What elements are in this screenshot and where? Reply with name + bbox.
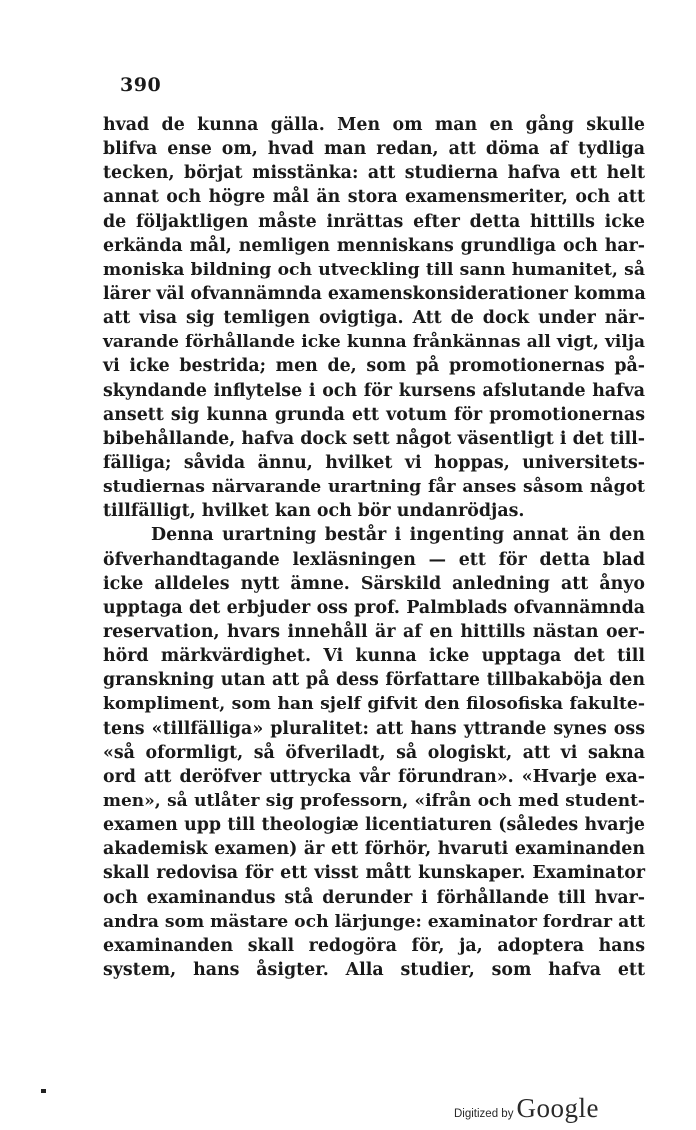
text-line: annat och högre mål än stora examensmeriter, och att bbox=[103, 187, 645, 208]
text-line: akademisk examen) är ett förhör, hvaruti examinanden bbox=[103, 839, 645, 860]
text-line: de följaktligen måste inrättas efter detta hittills icke bbox=[103, 211, 645, 232]
text-line: examen upp till theologiæ licentiaturen (således hvarje bbox=[103, 815, 645, 836]
text-line: och examinandus stå derunder i förhållande till hvar- bbox=[103, 887, 645, 908]
text-line: «så oformligt, så öfveriladt, så ologiskt, att vi sakna bbox=[103, 742, 645, 763]
text-line: andra som mästare och lärjunge: examinator fordrar att bbox=[103, 911, 646, 932]
text-line: blifva ense om, hvad man redan, att döma af tydliga bbox=[103, 139, 645, 160]
text-line: varande förhållande icke kunna frånkännas all vigt, vilja bbox=[103, 332, 645, 353]
text-line: hörd märkvärdighet. Vi kunna icke upptaga det till bbox=[103, 646, 645, 667]
page-number: 390 bbox=[120, 74, 162, 96]
text-line: lärer väl ofvannämnda examenskonsiderationer komma bbox=[103, 283, 646, 304]
watermark-prefix: Digitized by bbox=[454, 1108, 514, 1120]
digitized-by-google-watermark bbox=[454, 1093, 599, 1124]
text-line: tecken, börjat misstänka: att studierna hafva ett helt bbox=[103, 163, 645, 184]
text-line: reservation, hvars innehåll är af en hittills nästan oer- bbox=[103, 621, 645, 642]
text-line: kompliment, som han sjelf gifvit den filosofiska fakulte- bbox=[103, 694, 645, 715]
text-line: ansett sig kunna grunda ett votum för promotionernas bbox=[103, 404, 645, 425]
paragraph-start-line: Denna urartning består i ingenting annat än den bbox=[151, 525, 645, 546]
body-text bbox=[103, 113, 645, 982]
text-line: studiernas närvarande urartning får anses såsom något bbox=[103, 477, 645, 498]
text-line: moniska bildning och utveckling till sann humanitet, så bbox=[103, 259, 645, 280]
paragraph-end-line: tillfälligt, hvilket kan och bör undanrödjas. bbox=[103, 501, 525, 522]
text-line: icke alldeles nytt ämne. Särskild anledning att ånyo bbox=[103, 573, 645, 594]
text-line: erkända mål, nemligen menniskans grundliga och har- bbox=[103, 235, 645, 256]
text-line: öfverhandtagande lexläsningen — ett för detta blad bbox=[103, 549, 645, 570]
text-line: upptaga det erbjuder oss prof. Palmblads ofvannämnda bbox=[103, 597, 645, 618]
text-line: tens «tillfälliga» pluralitet: att hans yttrande synes oss bbox=[103, 718, 645, 739]
google-logo: Google bbox=[516, 1093, 599, 1123]
margin-mark bbox=[41, 1089, 46, 1093]
text-line: ord att deröfver uttrycka vår förundran». «Hvarje exa- bbox=[103, 766, 645, 787]
text-line: fälliga; såvida ännu, hvilket vi hoppas, universitets- bbox=[103, 452, 645, 473]
text-line: bibehållande, hafva dock sett något väsentligt i det till- bbox=[103, 428, 645, 449]
text-line: skall redovisa för ett visst mått kunskaper. Examinator bbox=[103, 863, 645, 884]
text-line: examinanden skall redogöra för, ja, adoptera hans bbox=[103, 935, 645, 956]
text-line: granskning utan att på dess författare tillbakaböja den bbox=[103, 670, 645, 691]
text-line: system, hans åsigter. Alla studier, som hafva ett bbox=[103, 959, 645, 980]
text-line: hvad de kunna gälla. Men om man en gång skulle bbox=[103, 115, 645, 135]
text-line: vi icke bestrida; men de, som på promotionernas på- bbox=[103, 356, 645, 377]
text-line: skyndande inflytelse i och för kursens afslutande hafva bbox=[103, 380, 645, 401]
text-line: men», så utlåter sig professorn, «ifrån och med student- bbox=[103, 790, 645, 811]
text-line: att visa sig temligen ovigtiga. Att de dock under när- bbox=[103, 308, 645, 329]
